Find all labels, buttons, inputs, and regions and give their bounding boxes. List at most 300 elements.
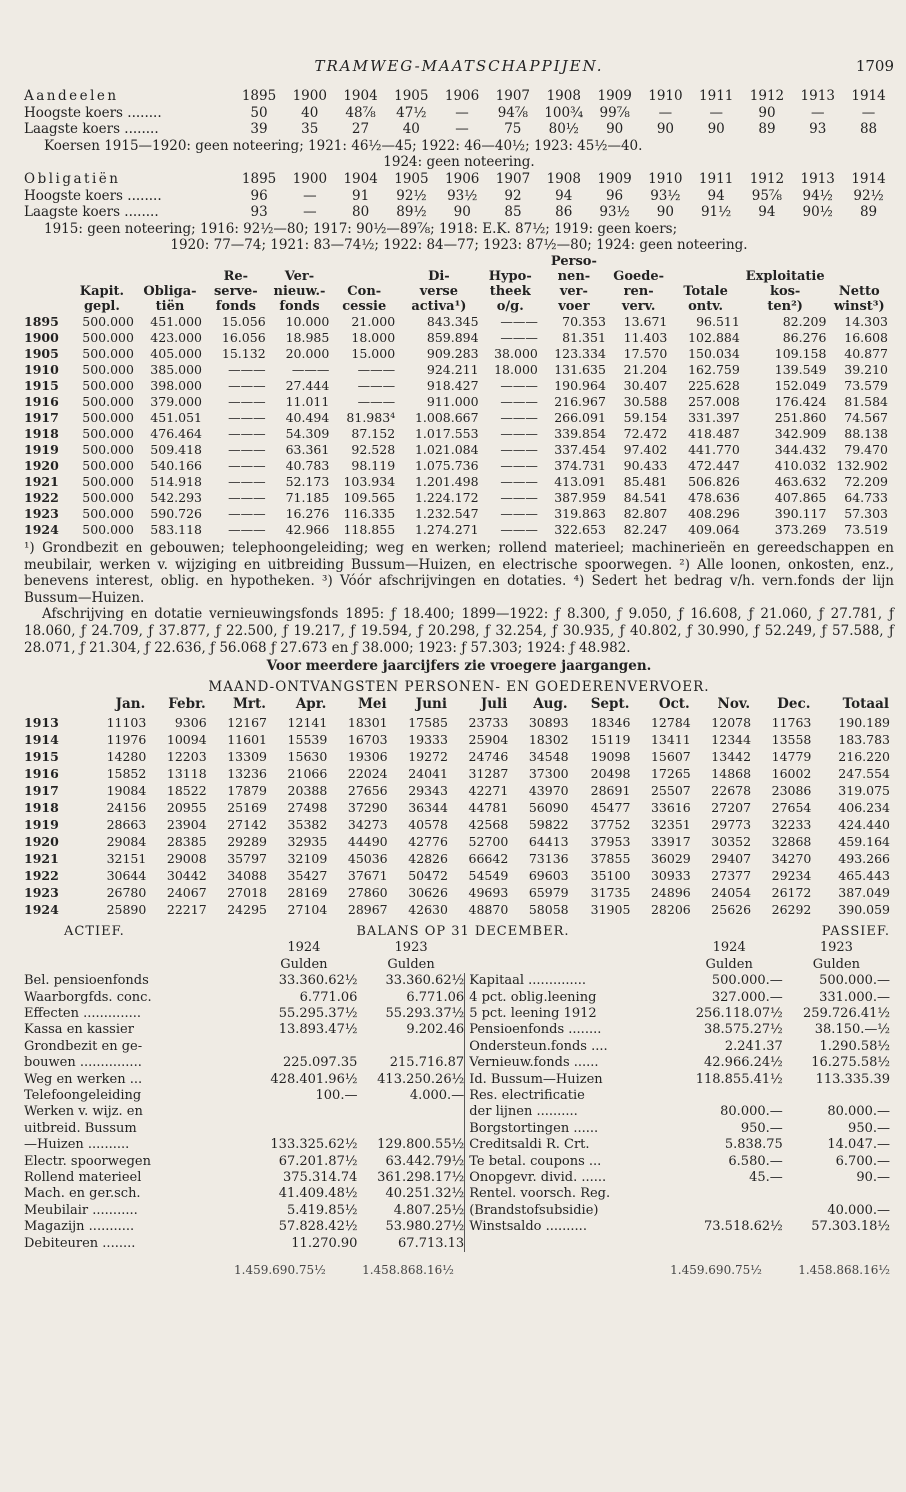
monthly-value-cell: 15852: [106, 765, 147, 781]
fin-header-cell: voer: [558, 298, 590, 314]
fin-value-cell: ———: [228, 521, 266, 537]
actief-item: Rollend materieel: [24, 1169, 142, 1185]
value-cell: 90: [758, 104, 776, 121]
fin-header-cell: [481, 254, 540, 269]
fin-header-cell: Re-: [223, 268, 249, 284]
year-cell: 1910: [648, 170, 683, 187]
fin-value-cell: 500.000: [82, 329, 134, 345]
fin-value-cell: 339.854: [554, 425, 606, 441]
fin-value-cell: 500.000: [82, 313, 134, 329]
passief-1923: [783, 1236, 890, 1252]
year-cell: 1910: [648, 88, 683, 104]
month-header: Sept.: [590, 696, 630, 713]
fin-value-cell: 40.783: [285, 457, 330, 473]
fin-value-cell: 1.008.667: [414, 409, 479, 425]
monthly-value-cell: 29407: [711, 850, 752, 866]
actief-item: Meubilair ...........: [24, 1202, 138, 1218]
passief-1924: [676, 1236, 783, 1252]
year-cell: 1914: [851, 88, 886, 104]
fin-value-cell: 90.433: [623, 457, 668, 473]
passief-1924: 38.575.27½: [704, 1022, 783, 1038]
fin-value-cell: 72.472: [623, 425, 668, 441]
fin-header-cell: [608, 254, 669, 269]
passief-1924: [676, 1088, 783, 1104]
fin-row: [24, 506, 890, 522]
monthly-value-cell: 33616: [650, 799, 691, 815]
monthly-value-cell: 216.220: [838, 748, 890, 764]
monthly-value-cell: 465.443: [838, 867, 890, 883]
monthly-value-cell: 24054: [711, 884, 752, 900]
monthly-year-cell: 1923: [24, 884, 59, 900]
actief-item: Grondbezit en ge-: [24, 1038, 143, 1054]
actief-1924: 6.771.06: [299, 989, 358, 1005]
value-cell: 94: [707, 187, 725, 204]
fin-value-cell: 116.335: [343, 505, 396, 521]
year-cell: 1912: [749, 170, 785, 187]
fin-header-cell: nieuw.-: [273, 283, 326, 299]
fin-value-cell: ———: [228, 361, 266, 377]
monthly-value-cell: 19084: [106, 782, 147, 798]
fin-value-cell: ———: [228, 473, 266, 489]
year-cell: 1895: [241, 170, 277, 187]
year-1923-passief: 1923: [819, 940, 853, 956]
actief-1923: 63.442.79½: [385, 1153, 465, 1169]
fin-value-cell: 331.397: [688, 409, 740, 425]
fin-value-cell: 40.494: [285, 409, 330, 425]
value-cell: —: [303, 187, 317, 204]
monthly-value-cell: 19098: [590, 748, 631, 764]
actief-1924: 375.314.74: [283, 1169, 358, 1185]
value-cell: 40: [402, 121, 420, 138]
total-actief-1923: 1.458.868.16½: [362, 1263, 454, 1277]
actief-item: Waarborgfds. conc.: [24, 989, 152, 1005]
value-cell: —: [455, 121, 469, 138]
monthly-value-cell: 12167: [227, 714, 267, 730]
monthly-year-cell: 1918: [24, 799, 59, 815]
fin-value-cell: ———: [500, 393, 538, 409]
page-header: [24, 58, 894, 88]
fin-value-cell: 463.632: [774, 473, 827, 489]
actief-item: uitbreid. Bussum: [24, 1120, 137, 1136]
fin-value-cell: 506.826: [688, 473, 740, 489]
balans-row: [24, 1055, 890, 1071]
balans-totals: [24, 1262, 890, 1279]
fin-value-cell: 30.407: [623, 377, 668, 393]
actief-1923: [357, 1104, 464, 1120]
monthly-value-cell: 17585: [408, 714, 448, 730]
value-cell: 48⅞: [345, 104, 376, 121]
monthly-value-cell: 30893: [528, 714, 569, 730]
monthly-value-cell: 31905: [590, 901, 631, 917]
monthly-value-cell: 29773: [711, 816, 752, 832]
value-cell: —: [658, 104, 673, 121]
fin-value-cell: 103.934: [343, 473, 396, 489]
monthly-value-cell: 27860: [347, 884, 388, 900]
monthly-value-cell: 50472: [408, 867, 448, 883]
month-header: Nov.: [717, 696, 751, 713]
year-cell: 1895: [241, 88, 277, 104]
monthly-value-cell: 16002: [771, 765, 812, 781]
monthly-value-cell: 28691: [590, 782, 631, 798]
fin-value-cell: 500.000: [82, 441, 134, 457]
fin-value-cell: 39.210: [844, 361, 888, 377]
fin-value-cell: 18.985: [285, 329, 330, 345]
monthly-value-cell: 31735: [590, 884, 631, 900]
value-cell: 80½: [548, 121, 579, 138]
monthly-value-cell: 24746: [468, 748, 509, 764]
monthly-value-cell: 13442: [711, 748, 752, 764]
fin-value-cell: 15.056: [221, 313, 266, 329]
balans-row: [24, 990, 890, 1006]
month-header: Aug.: [533, 696, 568, 713]
monthly-year-cell: 1914: [24, 731, 59, 747]
fin-header-cell: [331, 254, 397, 269]
month-header: Mrt.: [232, 696, 266, 713]
obligatien-label: Obligatiën: [24, 170, 121, 187]
fin-value-cell: 27.444: [285, 377, 330, 393]
actief-1924: 225.097.35: [283, 1055, 358, 1071]
fin-value-cell: 413.091: [554, 473, 606, 489]
value-cell: 90: [656, 121, 675, 138]
passief-1924: 256.118.07½: [695, 1005, 783, 1021]
value-cell: —: [861, 104, 876, 121]
monthly-value-cell: 12203: [166, 748, 207, 764]
value-cell: 90: [606, 121, 624, 138]
fin-header-cell: [828, 254, 890, 269]
fin-value-cell: 451.051: [150, 409, 202, 425]
passief-1924: 950.—: [740, 1120, 783, 1136]
passief-item: Res. electrificatie: [465, 1088, 676, 1104]
monthly-value-cell: 19333: [408, 731, 448, 747]
fin-header-cell: ontv.: [688, 298, 724, 314]
fin-value-cell: ———: [228, 457, 266, 473]
fin-header-cell: [68, 269, 136, 284]
balans-row: [24, 1154, 890, 1170]
passief-item: Onopgevr. divid. ......: [465, 1170, 676, 1186]
monthly-value-cell: 28663: [106, 816, 147, 832]
fin-value-cell: 514.918: [150, 473, 202, 489]
passief-1923: 113.335.39: [815, 1071, 890, 1087]
fin-value-cell: 441.770: [688, 441, 740, 457]
value-cell: 92½: [853, 187, 884, 204]
year-cell: 1906: [445, 170, 480, 187]
value-cell: 92: [504, 187, 522, 204]
fin-value-cell: ———: [500, 457, 538, 473]
fin-value-cell: 85.481: [623, 473, 668, 489]
value-cell: —: [303, 204, 317, 221]
fin-value-cell: 924.211: [426, 361, 479, 377]
year-cell: 1904: [343, 170, 378, 187]
fin-value-cell: 387.959: [554, 489, 606, 505]
value-cell: 89: [859, 204, 878, 221]
fin-header-cell: Netto: [838, 283, 880, 299]
monthly-row: [24, 765, 890, 782]
year-cell: 1913: [800, 170, 835, 187]
aandeelen-table: [24, 88, 894, 138]
monthly-value-cell: 49693: [468, 884, 509, 900]
fin-value-cell: 88.138: [844, 425, 888, 441]
actief-1923: 33.360.62½: [385, 973, 465, 989]
fin-year-cell: 1923: [24, 505, 59, 521]
fin-value-cell: 74.567: [844, 409, 888, 425]
monthly-value-cell: 44490: [347, 833, 388, 849]
passief-1923: 80.000.—: [827, 1104, 890, 1120]
passief-item: Rentel. voorsch. Reg.: [465, 1186, 676, 1202]
actief-1923: 67.713.13: [398, 1235, 465, 1251]
monthly-value-cell: 24295: [227, 901, 267, 917]
fin-value-cell: 319.863: [554, 505, 606, 521]
fin-value-cell: ———: [357, 361, 396, 377]
monthly-row: [24, 816, 890, 833]
monthly-value-cell: 42568: [468, 816, 509, 832]
actief-item: Kassa en kassier: [24, 1022, 134, 1038]
fin-value-cell: 92.528: [351, 441, 396, 457]
monthly-value-cell: 65979: [528, 884, 569, 900]
fin-value-cell: 500.000: [82, 489, 134, 505]
actief-1923: 53.980.27½: [385, 1219, 465, 1235]
fin-header-cell: ver-: [559, 283, 588, 299]
monthly-value-cell: 32935: [287, 833, 328, 849]
fin-value-cell: 71.185: [285, 489, 330, 505]
value-cell: 91½: [700, 204, 732, 221]
fin-value-cell: 500.000: [82, 393, 134, 409]
monthly-value-cell: 64413: [528, 833, 569, 849]
monthly-value-cell: 34273: [347, 816, 388, 832]
fin-value-cell: 1.232.547: [414, 505, 479, 521]
fin-header-cell: serve-: [213, 283, 258, 299]
monthly-value-cell: 183.783: [838, 731, 890, 747]
passief-1923: 500.000.—: [819, 973, 890, 989]
fin-value-cell: 21.000: [351, 313, 396, 329]
value-cell: 35: [301, 121, 319, 138]
blank-cell: [465, 957, 676, 973]
monthly-value-cell: 32351: [650, 816, 691, 832]
monthly-value-cell: 37290: [347, 799, 388, 815]
fin-value-cell: 500.000: [82, 377, 134, 393]
fin-value-cell: ———: [500, 441, 538, 457]
fin-header-cell: [204, 254, 268, 269]
monthly-value-cell: 15607: [650, 748, 691, 764]
month-header: Totaal: [842, 696, 889, 713]
monthly-row: [24, 714, 890, 731]
monthly-value-cell: 20498: [590, 765, 631, 781]
fin-header-cell: [24, 269, 68, 284]
monthly-value-cell: 66642: [468, 850, 509, 866]
actief-item: Weg en werken ...: [24, 1071, 143, 1087]
fin-value-cell: 64.733: [844, 489, 888, 505]
actief-1923: 4.000.—: [409, 1087, 465, 1103]
actief-1924: [250, 1039, 357, 1055]
obligatien-note: 1920: 77—74; 1921: 83—74½; 1922: 84—77; 1923: 87½—80; 1924: geen noteering.: [170, 237, 748, 254]
fin-value-cell: 344.432: [774, 441, 827, 457]
fin-header-row: [24, 284, 890, 299]
monthly-value-cell: 28169: [287, 884, 328, 900]
monthly-value-cell: 27656: [347, 782, 388, 798]
fin-value-cell: 152.049: [774, 377, 827, 393]
passief-item: Borgstortingen ......: [465, 1121, 676, 1137]
monthly-value-cell: 24041: [408, 765, 448, 781]
monthly-year-cell: 1922: [24, 867, 59, 883]
passief-1924: 6.580.—: [728, 1153, 783, 1169]
monthly-row: [24, 731, 890, 748]
value-cell: 96: [605, 187, 624, 204]
monthly-year-cell: 1924: [24, 901, 59, 917]
monthly-row: [24, 833, 890, 850]
actief-1924: 41.409.48½: [278, 1186, 358, 1202]
month-header: Jan.: [115, 696, 146, 713]
fin-row: [24, 378, 890, 394]
monthly-row: [24, 867, 890, 884]
monthly-value-cell: 15630: [287, 748, 328, 764]
balans-row: [24, 1203, 890, 1219]
monthly-value-cell: 10094: [166, 731, 207, 747]
monthly-value-cell: 23733: [468, 714, 509, 730]
footnotes: ¹) Grondbezit en gebouwen; telephoongeleiding; weg en werken; rollend materieel; machinerieën en gereedschappen en meubilair, werken v. wijziging en uitbreiding Bussum—Huizen, en electrische spoorwegen. ²) Alle loonen, onkosten, enz., benevens interest, oblig. en hypotheken. ³) Vóór afschrijvingen en dotaties. ⁴) Sedert het bedrag v/h. vern.fonds der lijn Bussum—Huizen.: [24, 539, 894, 606]
value-cell: 93½: [599, 204, 630, 221]
fin-year-cell: 1916: [24, 393, 59, 409]
monthly-value-cell: 11103: [106, 714, 147, 730]
fin-header-cell: fonds: [279, 298, 320, 314]
monthly-value-cell: 387.049: [838, 884, 890, 900]
fin-value-cell: ———: [228, 425, 266, 441]
monthly-value-cell: 13558: [771, 731, 812, 747]
fin-value-cell: 102.884: [688, 329, 740, 345]
monthly-value-cell: 18301: [347, 714, 388, 730]
value-cell: 27: [351, 121, 370, 138]
monthly-value-cell: 32233: [771, 816, 812, 832]
fin-header-cell: cessie: [342, 298, 387, 314]
actief-item: Werken v. wijz. en: [24, 1104, 143, 1120]
fin-header-cell: [268, 254, 332, 269]
obligatien-note: 1915: geen noteering; 1916: 92½—80; 1917: 90½—89⅞; 1918: E.K. 87½; 1919: geen koers;: [44, 220, 678, 237]
page-title: TRAMWEG-MAATSCHAPPIJEN.: [314, 57, 604, 75]
fin-value-cell: 418.487: [688, 425, 740, 441]
fin-value-cell: 16.276: [285, 505, 330, 521]
passief-1924: 118.855.41½: [695, 1071, 783, 1087]
monthly-value-cell: 44781: [468, 799, 509, 815]
fin-header-cell: theek: [489, 283, 531, 299]
value-cell: 47½: [396, 104, 427, 121]
fin-value-cell: 1.274.271: [414, 521, 479, 537]
monthly-value-cell: 45477: [590, 799, 631, 815]
fin-year-cell: 1924: [24, 521, 59, 537]
value-cell: 88: [859, 121, 878, 138]
fin-value-cell: 542.293: [150, 489, 202, 505]
actief-1924: [250, 1121, 357, 1137]
passief-1923: 57.303.18½: [811, 1219, 890, 1235]
actief-1923: 55.293.37½: [385, 1005, 465, 1021]
fin-value-cell: 1.075.736: [414, 457, 479, 473]
balans-unit-row: [24, 957, 890, 973]
fin-value-cell: 84.541: [623, 489, 668, 505]
balans-row: [24, 1236, 890, 1252]
year-1923-actief: 1923: [394, 940, 428, 956]
fin-value-cell: 478.636: [688, 489, 740, 505]
fin-value-cell: ———: [500, 521, 538, 537]
fin-value-cell: 87.152: [351, 425, 396, 441]
monthly-value-cell: 21066: [287, 765, 328, 781]
fin-value-cell: 17.570: [623, 345, 668, 361]
month-header: Mei: [357, 696, 387, 713]
actief-1923: 361.298.17½: [377, 1169, 465, 1185]
fin-header-cell: [68, 254, 136, 269]
monthly-value-cell: 42776: [408, 833, 448, 849]
fin-year-cell: 1922: [24, 489, 59, 505]
monthly-value-cell: 30933: [650, 867, 691, 883]
fin-header-cell: Perso-: [550, 253, 597, 269]
fin-header-cell: [397, 254, 480, 269]
fin-value-cell: ———: [228, 441, 266, 457]
monthly-value-cell: 459.164: [838, 833, 890, 849]
year-cell: 1900: [292, 88, 327, 104]
year-cell: 1905: [394, 170, 429, 187]
actief-1923: 413.250.26½: [377, 1071, 465, 1087]
actief-1924: 100.—: [315, 1087, 358, 1103]
monthly-value-cell: 27498: [287, 799, 328, 815]
actief-item: Telefoongeleiding: [24, 1087, 142, 1103]
fin-header-row: [24, 254, 890, 269]
passief-item: Creditsaldi R. Crt.: [465, 1137, 676, 1153]
fin-value-cell: ———: [500, 377, 538, 393]
value-cell: 100¾: [544, 104, 584, 121]
passief-1923: 16.275.58½: [811, 1055, 890, 1071]
actief-item: Effecten ..............: [24, 1005, 141, 1021]
actief-1924: [250, 1104, 357, 1120]
monthly-row: [24, 799, 890, 816]
fin-value-cell: 86.276: [782, 329, 827, 345]
monthly-year-cell: 1915: [24, 748, 59, 764]
passief-1924: 45.—: [749, 1169, 783, 1185]
fin-header-cell: verv.: [621, 298, 656, 314]
fin-value-cell: 390.117: [774, 505, 827, 521]
value-cell: 99⅞: [599, 104, 630, 121]
monthly-value-cell: 406.234: [838, 799, 890, 815]
fin-value-cell: 20.000: [285, 345, 330, 361]
monthly-value-cell: 390.059: [838, 901, 890, 917]
fin-value-cell: 342.909: [774, 425, 827, 441]
actief-1924: 11.270.90: [291, 1235, 358, 1251]
actief-item: Magazijn ...........: [24, 1219, 135, 1235]
fin-value-cell: 337.454: [554, 441, 606, 457]
fin-value-cell: 583.118: [150, 521, 202, 537]
passief-1923: 38.150.—½: [814, 1022, 890, 1038]
monthly-value-cell: 32109: [287, 850, 328, 866]
monthly-year-cell: 1917: [24, 782, 59, 798]
fin-header-cell: Ver-: [284, 268, 315, 284]
monthly-value-cell: 27018: [227, 884, 267, 900]
monthly-value-cell: 23904: [166, 816, 207, 832]
passief-item: [465, 1236, 676, 1252]
year-cell: 1907: [495, 170, 531, 187]
fin-value-cell: 15.000: [351, 345, 396, 361]
monthly-value-cell: 11601: [227, 731, 267, 747]
obligatien-laagste-row: [24, 204, 894, 221]
monthly-value-cell: 56090: [528, 799, 569, 815]
unit-label: Gulden: [387, 956, 435, 972]
monthly-value-cell: 13309: [227, 748, 267, 764]
fin-header-cell: gepl.: [83, 298, 120, 314]
passief-item: Kapitaal ..............: [465, 973, 676, 989]
fin-value-cell: 14.303: [844, 313, 888, 329]
year-cell: 1911: [699, 88, 734, 104]
fin-row: [24, 394, 890, 410]
fin-year-cell: 1918: [24, 425, 59, 441]
monthly-value-cell: 31287: [468, 765, 509, 781]
passief-1924: [676, 1203, 783, 1219]
value-cell: 39: [250, 121, 268, 138]
monthly-value-cell: 34270: [771, 850, 812, 866]
monthly-value-cell: 35427: [287, 867, 328, 883]
